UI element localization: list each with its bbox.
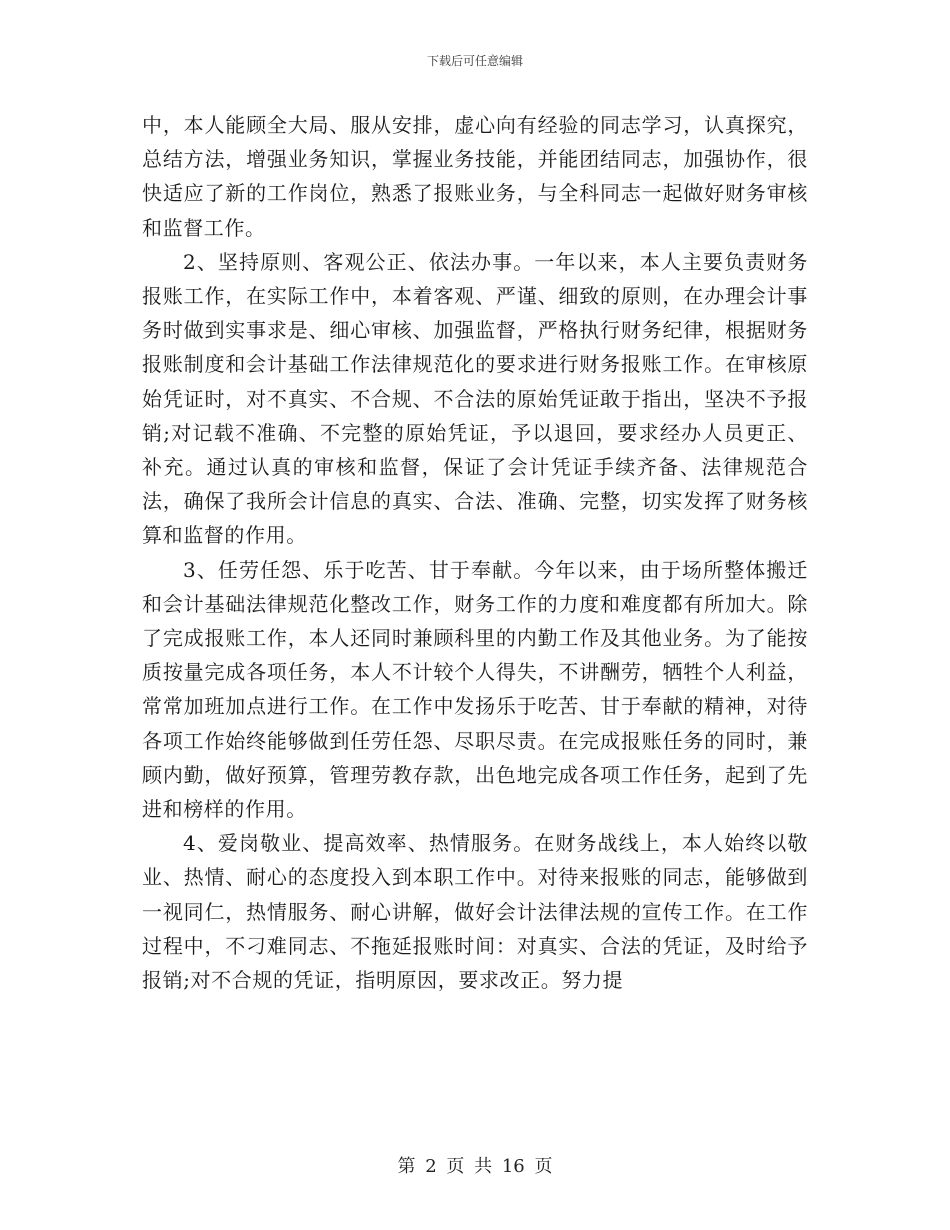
paragraph-item-3: 3、任劳任怨、乐于吃苦、甘于奉献。今年以来，由于场所整体搬迁和会计基础法律规范化整改工作，财务工作的力度和难度都有所加大。除了完成报账工作，本人还同时兼顾科里的内勤工作及其他业务。为了能按质按量完成各项任务，本人不计较个人得失，不讲酬劳，牺牲个人利益，常常加班加点进行工作。在工作中发扬乐于吃苦、甘于奉献的精神，对待各项工作始终能够做到任劳任怨、尽职尽责。在完成报账任务的同时，兼顾内勤，做好预算，管理劳教存款，出色地完成各项工作任务，起到了先进和榜样的作用。 [142,557,808,822]
page-header-note: 下载后可任意编辑 [426,54,523,68]
paragraph-item-2: 2、坚持原则、客观公正、依法办事。一年以来，本人主要负责财务报账工作，在实际工作中，本着客观、严谨、细致的原则，在办理会计事务时做到实事求是、细心审核、加强监督，严格执行财务纪律，根据财务报账制度和会计基础工作法律规范化的要求进行财务报账工作。在审核原始凭证时，对不真实、不合规、不合法的原始凭证敢于指出，坚决不予报销;对记载不准确、不完整的原始凭证，予以退回，要求经办人员更正、补充。通过认真的审核和监督，保证了会计凭证手续齐备、法律规范合法，确保了我所会计信息的真实、合法、准确、完整，切实发挥了财务核算和监督的作用。 [142,249,808,548]
page-number-footer: 第 2 页 共 16 页 [397,1156,553,1177]
paragraph-item-4: 4、爱岗敬业、提高效率、热情服务。在财务战线上，本人始终以敬业、热情、耐心的态度投入到本职工作中。对待来报账的同志，能够做到一视同仁，热情服务、耐心讲解，做好会计法律法规的宣传工作。在工作过程中，不刁难同志、不拖延报账时间：对真实、合法的凭证，及时给予报销;对不合规的凭证，指明原因，要求改正。努力提 [142,831,808,993]
paragraph-continuation: 中，本人能顾全大局、服从安排，虚心向有经验的同志学习，认真探究，总结方法，增强业务知识，掌握业务技能，并能团结同志，加强协作，很快适应了新的工作岗位，熟悉了报账业务，与全科同志一起做好财务审核和监督工作。 [142,113,808,240]
document-body [142,108,808,997]
